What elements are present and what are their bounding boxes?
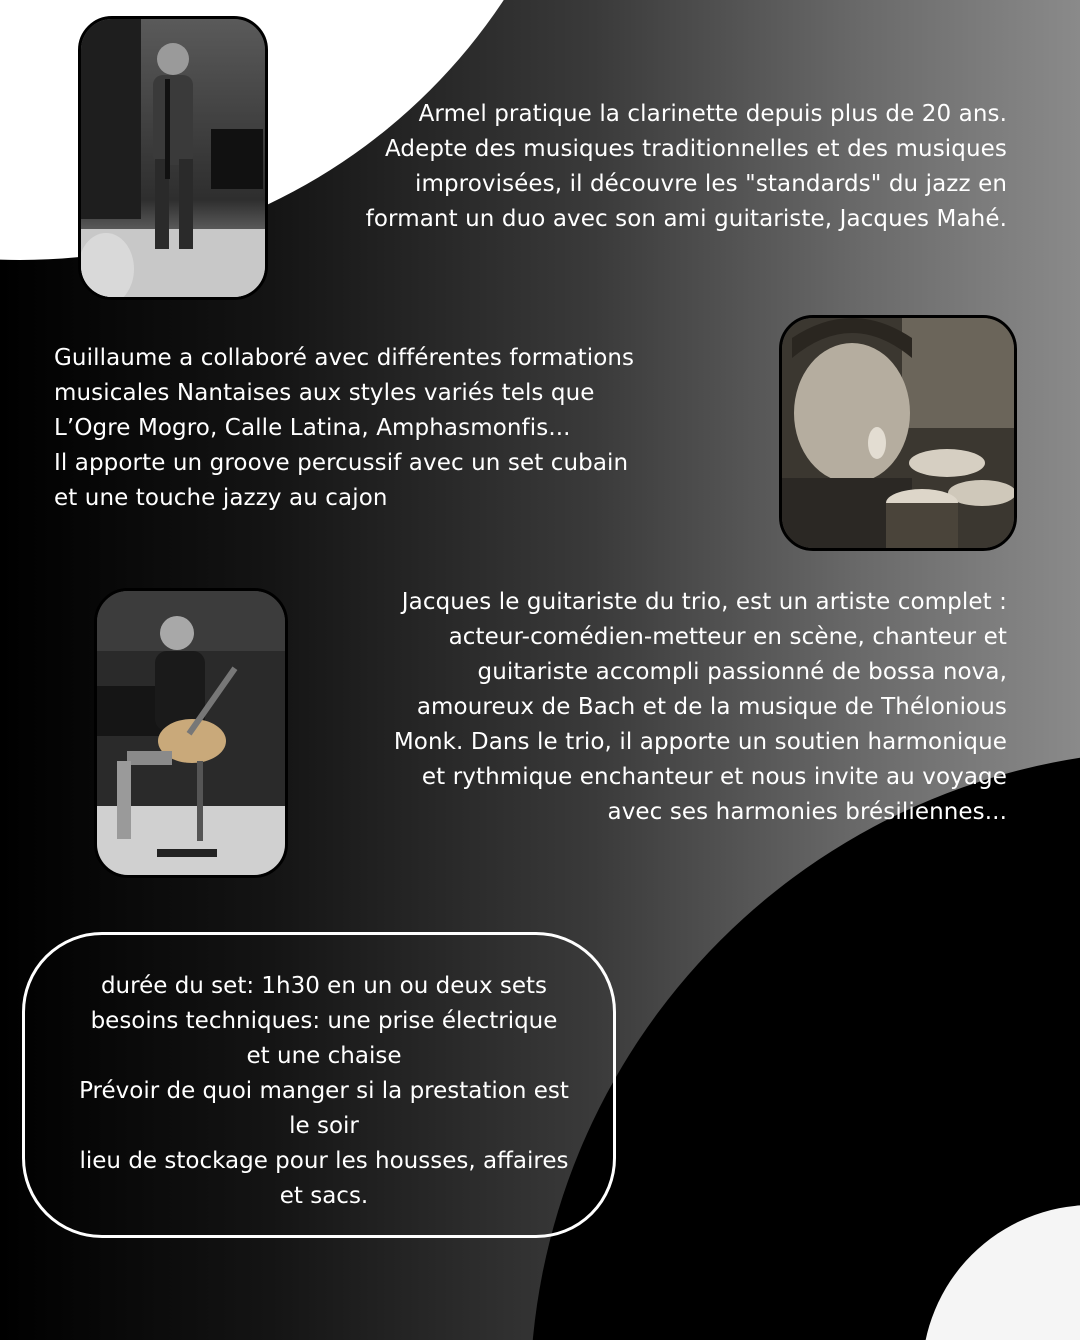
- info-box-text: durée du set: 1h30 en un ou deux sets besoins techniques: une prise électrique et une chaise Prévoir de quoi manger si la prestation est le soir lieu de stockage pour les housses, affaires et sacs.: [79, 973, 569, 1209]
- clarinetist-photo-icon: [81, 19, 265, 297]
- jacques-bio-text: Jacques le guitariste du trio, est un artiste complet : acteur-comédien-metteur en scène, chanteur et guitariste accompli passionné de bossa nova, amoureux de Bach et de la musique de Thélonious Monk. Dans le trio, il apporte un soutien harmonique et rythmique enchanteur et nous invite au voyage avec ses harmonies brésiliennes...: [393, 589, 1007, 825]
- percussionist-photo-icon: [782, 318, 1014, 548]
- guillaume-bio-text: Guillaume a collaboré avec différentes formations musicales Nantaises aux styles variés tels que L’Ogre Mogro, Calle Latina, Amphasmonfis... Il apporte un groove percussif avec un set cubain et une touche jazzy au cajon: [54, 345, 635, 511]
- clarinetist-photo: [78, 16, 268, 300]
- armel-bio-text: Armel pratique la clarinette depuis plus de 20 ans. Adepte des musiques traditionnelles et des musiques improvisées, il découvre les "standards" du jazz en formant un duo avec son ami guitariste, Jacques Mahé.: [365, 101, 1007, 232]
- percussionist-photo: [779, 315, 1017, 551]
- guitarist-photo-icon: [97, 591, 285, 875]
- guitarist-photo: [94, 588, 288, 878]
